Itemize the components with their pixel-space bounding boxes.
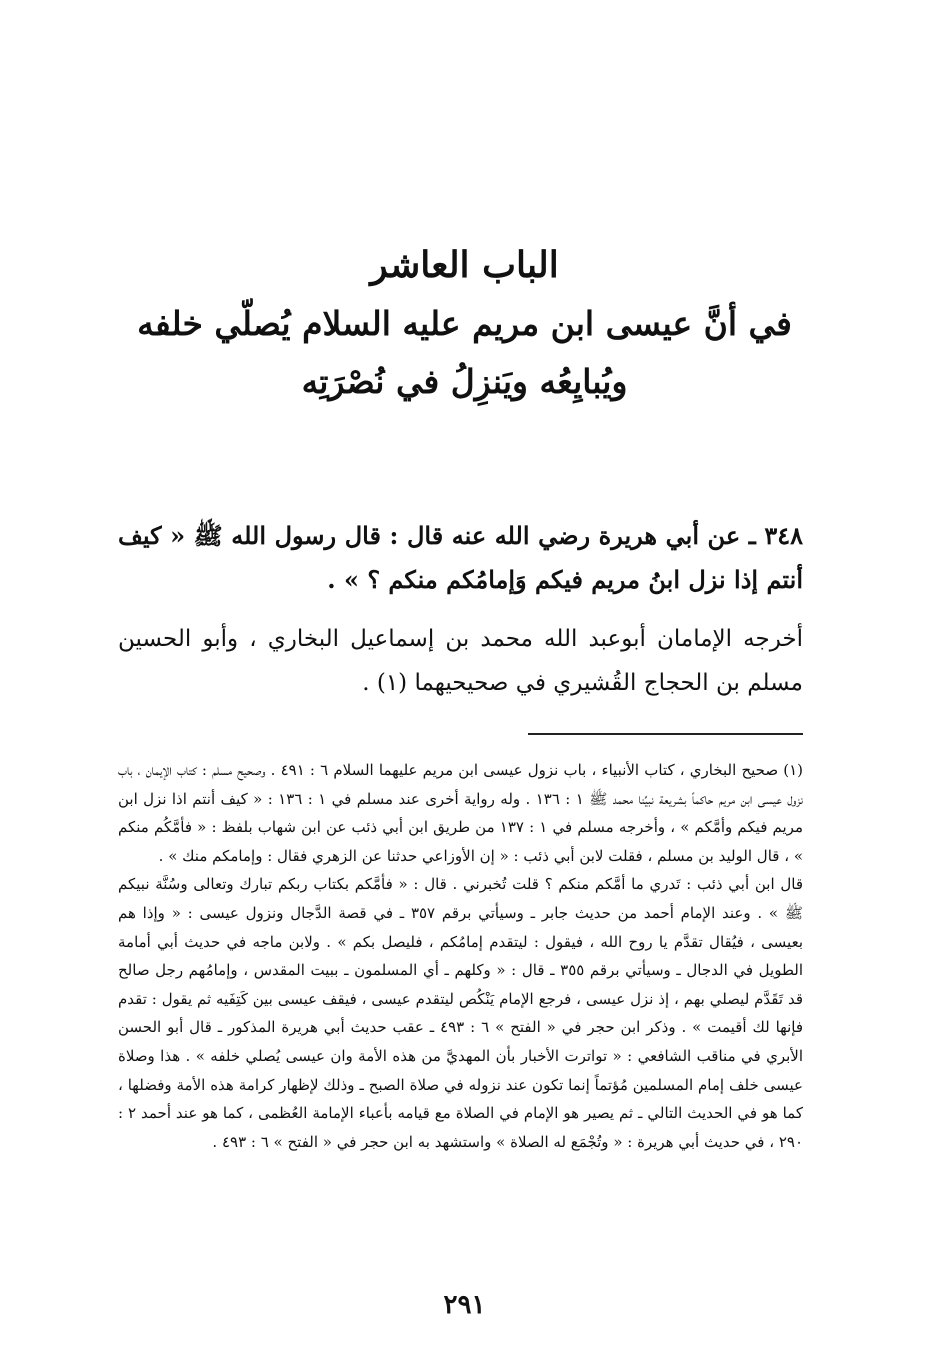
chapter-subtitle-line-1: في أنَّ عيسى ابن مريم عليه السلام يُصلّي خلفه — [137, 304, 792, 343]
footnote-divider — [528, 733, 803, 735]
chapter-subtitle-line-2: ويُبايِعُه ويَنزِلُ في نُصْرَتِه — [301, 362, 628, 401]
hadith-text: ٣٤٨ ـ عن أبي هريرة رضي الله عنه قال : قال رسول الله ﷺ « كيف أنتم إذا نزل ابنُ مريم فيكم وَإمامُكم منكم ؟ » . — [118, 521, 803, 594]
footnote-paragraph-1: (١) صحيح البخاري ، كتاب الأنبياء ، باب نزول عيسى ابن مريم عليهما السلام ٦ : ٤٩١ . وصحيح مسلم : كتاب الإيمان ، باب نزول عيسى ابن مريم حاكماً بشريعة نبيِّنا محمد ﷺ ١ : ١٣٦ . وله رواية أخرى عند مسلم في ١ : ١٣٦ : « كيف أنتم اذا نزل ابن مريم فيكم وأمَّكم » ، وأخرجه مسلم في ١ : ١٣٧ من طريق ابن أبي ذئب عن ابن شهاب بلفظ : « فأمَّكُم منكم » ، قال الوليد بن مسلم ، فقلت لابن أبي ذئب : « إن الأوزاعي حدثنا عن الزهري فقال : وإمامكم منك » . — [118, 761, 804, 865]
footnote-paragraph-2: قال ابن أبي ذئب : تَدري ما أمَّكم منكم ؟ قلت تُخبرني . قال : « فأمَّكم بكتاب ربكم تبارك وتعالى وسُنَّة نبيكم ﷺ » . وعند الإمام أحمد من حديث جابر ـ وسيأتي برقم ٣٥٧ ـ في قصة الدَّجال ونزول عيسى : « وإذا هم بعيسى ، فيُقال تقدَّم يا روح الله ، فيقول : ليتقدم إمامُكم ، فليصل بكم » . ولابن ماجه في حديث أبي أمامة الطويل في الدجال ـ وسيأتي برقم ٣٥٥ ـ قال : « وكلهم ـ أي المسلمون ـ ببيت المقدس ، وإمامُهم رجل صالح قد تَقَدَّم ليصلي بهم ، إذ نزل عيسى ، فرجع الإمام يَنْكُص ليتقدم عيسى ، فيقف عيسى بين كَتِفَيه ثم يقول : تقدم فإنها لك أقيمت » . وذكر ابن حجر في « الفتح » ٦ : ٤٩٣ ـ عقب حديث أبي هريرة المذكور ـ قال أبو الحسن الأبري في مناقب الشافعي : « تواترت الأخبار بأن المهديَّ من هذه الأمة وان عيسى يُصلي خلفه » . هذا وصلاة عيسى خلف إمام المسلمين مُؤتماً إنما تكون عند نزوله في صلاة الصبح ـ وذلك لإظهار كرامة هذه الأمة وفضلها ، كما هو في الحديث التالي ـ ثم يصير هو الإمام في الصلاة مع قيامه بأعباء الإمامة العُظمى ، كما هو عند أحمد ٢ : ٢٩٠ ، في حديث أبي هريرة : « وتُجْمَع له الصلاة » واستشهد به ابن حجر في « الفتح » ٦ : ٤٩٣ . — [118, 875, 804, 1151]
chapter-title: الباب العاشر — [370, 244, 559, 286]
footnotes — [118, 756, 803, 1156]
chapter-heading — [60, 235, 869, 411]
page-number: ٢٩١ — [443, 1290, 486, 1320]
takhrij-paragraph: أخرجه الإمامان أبوعبد الله محمد بن إسماعيل البخاري ، وأبو الحسين مسلم بن الحجاج القُشيري في صحيحيهما (١) . — [118, 626, 803, 696]
